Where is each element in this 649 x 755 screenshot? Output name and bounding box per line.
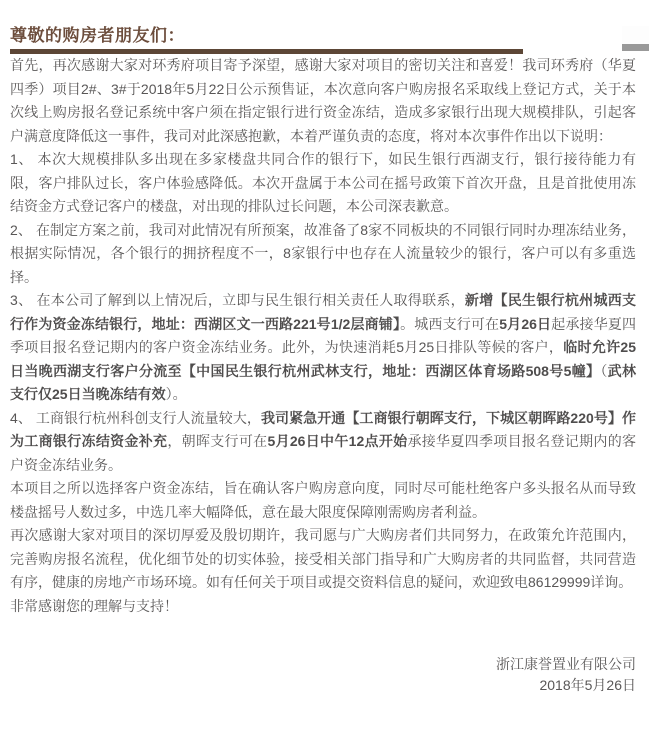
item-4-paragraph (10, 407, 636, 478)
item-3-paragraph (10, 289, 636, 407)
company-name: 浙江康誉置业有限公司 (496, 656, 636, 672)
text-run: 2、 在制定方案之前，我司对此情况有所预案，故准备了8家不同板块的不同银行同时办理冻结业务，根据实际情况，各个银行的拥挤程度不一，8家银行中也存在人流量较少的银行，客户可以有多重选择。 (10, 221, 636, 285)
text-run: 起承接华夏四季项目报名登记期内的客户资金冻结业务。此外，为快速消耗5月25日排队等候的客户， (10, 315, 637, 355)
text-run: 非常感谢您的理解与支持！ (10, 597, 178, 614)
text-run: ）。 (165, 386, 187, 402)
bold-text-run: 新增【民生银行杭州城西支行作为资金冻结银行，地址：西湖区文一西路221号1/2层商铺】 (10, 292, 636, 332)
signature-block (10, 654, 636, 696)
text-run: ，朝晖支行可在 (167, 433, 268, 449)
text-run: 3、 在本公司了解到以上情况后，立即与民生银行相关责任人取得联系， (10, 292, 465, 308)
salutation-heading: 尊敬的购房者朋友们： (10, 26, 185, 45)
letter-page (0, 26, 649, 755)
letter-document (0, 26, 649, 696)
intro-paragraph (10, 54, 636, 148)
item-1-paragraph (10, 148, 636, 219)
text-run: 再次感谢大家对项目的深切厚爱及殷切期许，我司愿与广大购房者们共同努力，在政策允许范围内，完善购房报名流程，优化细节处的切实体验，接受相关部门指导和广大购房者的共同监督，共同营造有序，健康的房地产市场环境。如有任何关于项目或提交资料信息的疑问，欢迎致电86129999详询。 (10, 527, 636, 590)
final-thanks-paragraph (10, 595, 636, 619)
purpose-paragraph (10, 477, 636, 524)
text-run: 首先，再次感谢大家对环秀府项目寄予深望，感谢大家对项目的密切关注和喜爱！我司环秀府（华夏四季）项目2#、3#于2018年5月22日公示预售证，本次意向客户购房报名采取线上登记方式，关于本次线上购房报名登记系统中客户须在指定银行进行资金冻结，造成多家银行出现大规模排队，引起客户满意度降低这一事件，我司对此深感抱歉，本着严谨负责的态度，将对本次事件作出以下说明： (10, 57, 636, 144)
bold-text-run: 5月26日 (499, 315, 552, 332)
signature-date: 2018年5月26日 (539, 677, 636, 693)
scrollbar-track-fragment (622, 26, 649, 44)
scrollbar-thumb-fragment[interactable] (622, 44, 649, 51)
text-run: 1、 本次大规模排队多出现在多家楼盘共同合作的银行下，如民生银行西湖支行，银行接待能力有限，客户排队过长，客户体验感降低。本次开盘属于本公司在摇号政策下首次开盘，且是首批使用冻结资金方式登记客户的楼盘，对出现的排队过长问题，本公司深表歉意。 (10, 151, 636, 214)
bold-text-run: 武林支行仅25日当晚冻结有效 (10, 362, 636, 402)
text-run: 4、 工商银行杭州科创支行人流量较大， (10, 409, 261, 426)
closing-thanks-paragraph (10, 524, 636, 595)
text-run: 。城西支行可在 (400, 315, 500, 332)
item-2-paragraph (10, 219, 636, 290)
bold-text-run: 我司紧急开通【工商银行朝晖支行，下城区朝晖路220号】作为工商银行冻结资金补充 (10, 409, 636, 449)
bold-text-run: 5月26日中午12点开始 (267, 433, 408, 449)
text-run: 承接华夏四季项目报名登记期内的客户资金冻结业务。 (10, 433, 637, 473)
text-run: 本项目之所以选择客户资金冻结，旨在确认客户购房意向度，同时尽可能杜绝客户多头报名从而导致楼盘摇号人数过多，中选几率大幅降低，意在最大限度保障刚需购房者利益。 (10, 480, 636, 520)
text-run: （ (600, 362, 608, 379)
bold-text-run: 临时允许25日当晚西湖支行客户分流至【中国民生银行杭州武林支行，地址：西湖区体育场路508号5幢】 (10, 339, 637, 379)
